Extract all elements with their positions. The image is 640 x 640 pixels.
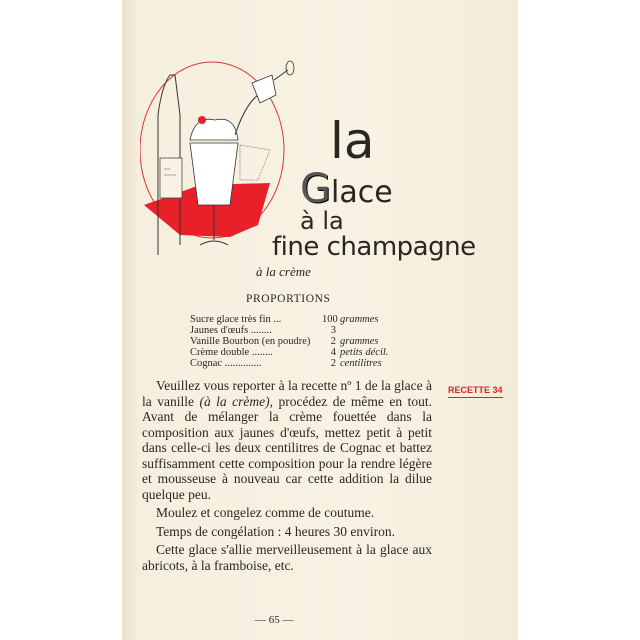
- ingredient-name: Sucre glace très fin ...: [190, 314, 282, 325]
- ingredient-qty: 100: [322, 314, 338, 325]
- ingredient-row: [190, 325, 388, 336]
- text: , procédez de même en tout. Avant de mélanger la crème fouettée dans la composition aux jaunes d'œufs, mettez petit à petit dans celle-ci les deux centilitres de Cognac et battez suffisamment cette composition pour la rendre légère et mousseuse à nouveau car cette addition la dilue quelque peu.: [142, 393, 432, 502]
- ingredient-unit: petits décil.: [340, 347, 389, 358]
- ingredient-unit: grammes: [340, 336, 379, 347]
- ingredient-name: Crème double ........: [190, 347, 273, 358]
- ingredient-name: Vanille Bourbon (en poudre): [190, 336, 311, 347]
- ingredient-row: [190, 336, 388, 347]
- ingredient-unit: grammes: [340, 314, 379, 325]
- paragraph-instructions: [142, 378, 432, 502]
- ingredient-name: Cognac ..............: [190, 358, 262, 369]
- title-line-glace: Glace: [300, 166, 393, 212]
- illustration-ice-cream-cognac: [140, 55, 300, 255]
- recipe-body: [142, 378, 432, 573]
- title-line-la: la: [330, 112, 375, 170]
- ingredient-name: Jaunes d'œufs ........: [190, 325, 272, 336]
- proportions-heading: PROPORTIONS: [246, 293, 331, 305]
- title-line-a-la: à la: [300, 207, 344, 235]
- ingredient-unit: centilitres: [340, 358, 382, 369]
- paragraph-pairing: Cette glace s'allie merveilleusement à la glace aux abricots, à la framboise, etc.: [142, 542, 432, 573]
- paragraph-time: Temps de congélation : 4 heures 30 environ.: [156, 523, 395, 539]
- ingredient-qty: 2: [330, 336, 336, 347]
- ingredient-row: [190, 358, 388, 369]
- subtitle: à la crème: [256, 264, 311, 279]
- title-line-fine-champagne: fine champagne: [272, 232, 476, 262]
- recipe-reference: RECETTE 34: [448, 385, 503, 398]
- ingredient-qty: 4: [330, 347, 336, 358]
- ingredient-qty: 2: [330, 358, 336, 369]
- ingredient-row: [190, 314, 388, 325]
- text-italic: (à la crème): [199, 393, 270, 409]
- ingredient-qty: 3: [330, 325, 336, 336]
- ingredient-row: [190, 347, 388, 358]
- page-number: — 65 —: [255, 614, 294, 626]
- text: Veuillez vous reporter à la recette nº 1 de la glace à la vanille: [142, 378, 432, 409]
- paragraph-freeze: Moulez et congelez comme de coutume.: [156, 505, 375, 520]
- ingredients-list: [190, 314, 388, 369]
